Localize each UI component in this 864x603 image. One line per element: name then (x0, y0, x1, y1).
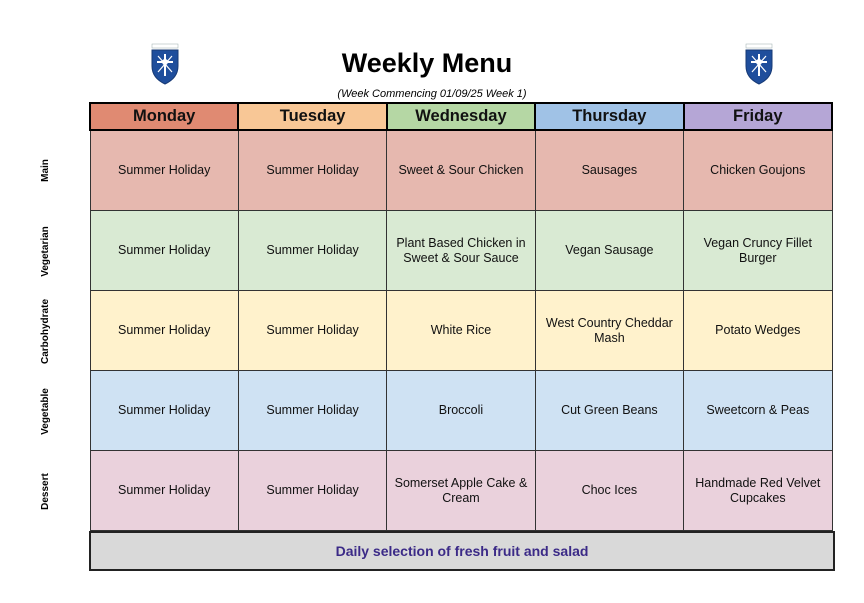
week-subtitle: (Week Commencing 01/09/25 Week 1) (337, 88, 527, 100)
menu-cell: Summer Holiday (238, 130, 386, 211)
menu-cell: Plant Based Chicken in Sweet & Sour Sauce (387, 211, 535, 291)
table-row-carbohydrate (90, 291, 832, 371)
menu-cell: Potato Wedges (684, 291, 832, 371)
menu-cell: Summer Holiday (90, 451, 238, 531)
menu-cell: West Country Cheddar Mash (535, 291, 683, 371)
weekly-menu-table (89, 102, 833, 531)
row-label-dessert: Dessert (39, 472, 51, 510)
menu-cell: Vegan Cruncy Fillet Burger (684, 211, 832, 291)
menu-cell: Summer Holiday (238, 451, 386, 531)
menu-cell: Handmade Red Velvet Cupcakes (684, 451, 832, 531)
menu-cell: Choc Ices (535, 451, 683, 531)
menu-cell: Chicken Goujons (684, 130, 832, 211)
menu-cell: Summer Holiday (238, 291, 386, 371)
menu-cell: Broccoli (387, 371, 535, 451)
row-label-vegetable: Vegetable (39, 387, 51, 435)
menu-cell: Summer Holiday (90, 291, 238, 371)
table-row-vegetable (90, 371, 832, 451)
menu-cell: Summer Holiday (90, 371, 238, 451)
day-header-monday: Monday (90, 103, 238, 130)
menu-cell: White Rice (387, 291, 535, 371)
menu-cell: Sweet & Sour Chicken (387, 130, 535, 211)
menu-cell: Somerset Apple Cake & Cream (387, 451, 535, 531)
day-header-friday: Friday (684, 103, 832, 130)
table-row-dessert (90, 451, 832, 531)
page-title: Weekly Menu (341, 48, 513, 78)
row-label-carbohydrate: Carbohydrate (39, 298, 51, 364)
footer-note: Daily selection of fresh fruit and salad (89, 531, 835, 571)
menu-cell: Cut Green Beans (535, 371, 683, 451)
menu-cell: Summer Holiday (238, 371, 386, 451)
menu-cell: Summer Holiday (238, 211, 386, 291)
day-header-wednesday: Wednesday (387, 103, 535, 130)
table-row-vegetarian (90, 211, 832, 291)
day-header-thursday: Thursday (535, 103, 683, 130)
day-header-tuesday: Tuesday (238, 103, 386, 130)
menu-cell: Summer Holiday (90, 211, 238, 291)
menu-cell: Summer Holiday (90, 130, 238, 211)
table-row-main (90, 130, 832, 211)
menu-cell: Sweetcorn & Peas (684, 371, 832, 451)
row-label-main: Main (39, 159, 51, 182)
menu-cell: Sausages (535, 130, 683, 211)
row-label-vegetarian: Vegetarian (39, 225, 51, 277)
menu-cell: Vegan Sausage (535, 211, 683, 291)
